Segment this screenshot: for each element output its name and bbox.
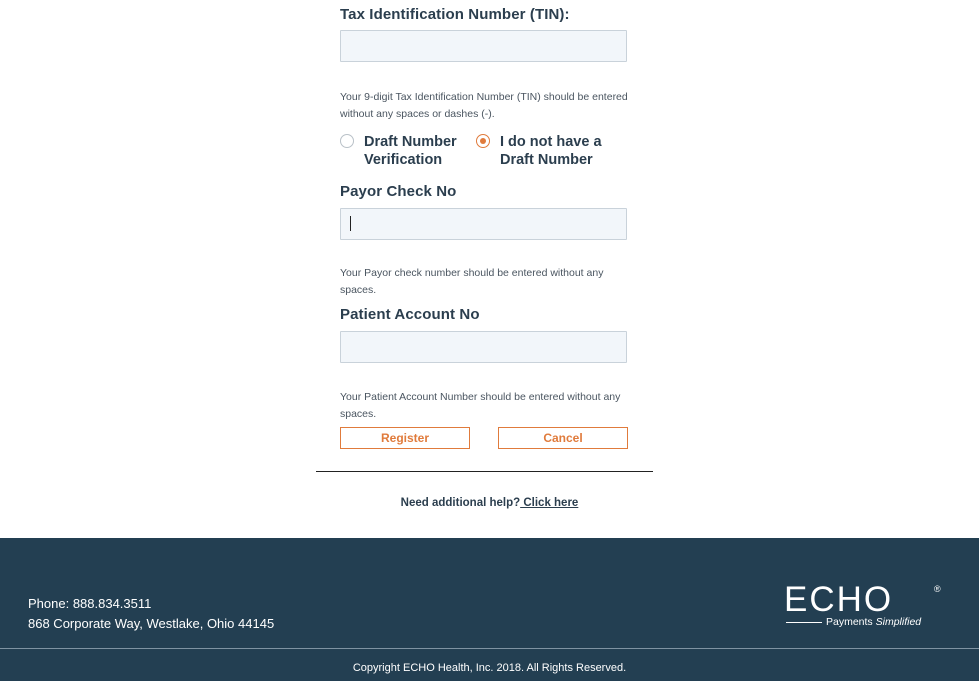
payor-check-input[interactable]	[340, 208, 627, 240]
patient-account-help-text: Your Patient Account Number should be entered without any spaces.	[340, 391, 621, 420]
footer-phone: Phone: 888.834.3511	[28, 596, 152, 611]
echo-logo	[784, 582, 944, 632]
help-line	[0, 497, 979, 509]
tin-help-text: Your 9-digit Tax Identification Number (TIN) should be entered without any spaces or dashes (-).	[340, 91, 628, 120]
footer-copyright: Copyright ECHO Health, Inc. 2018. All Rights Reserved.	[352, 662, 627, 674]
radio-label-no-draft-number: I do not have a Draft Number	[500, 134, 602, 168]
text-cursor	[350, 216, 351, 231]
footer-divider	[0, 648, 979, 649]
patient-account-label: Patient Account No	[340, 306, 480, 323]
cancel-button[interactable]: Cancel	[498, 427, 628, 449]
radio-button-unchecked[interactable]	[340, 134, 354, 148]
radio-draft-number-verification[interactable]	[340, 133, 470, 173]
footer-address: 868 Corporate Way, Westlake, Ohio 44145	[28, 616, 275, 631]
radio-label-draft-verification: Draft Number Verification	[364, 134, 457, 168]
tin-input[interactable]	[340, 30, 627, 62]
radio-button-checked[interactable]	[476, 134, 490, 148]
help-prefix: Need additional help?	[400, 497, 521, 509]
footer	[0, 538, 979, 681]
radio-no-draft-number[interactable]	[476, 133, 616, 173]
register-button[interactable]: Register	[340, 427, 470, 449]
section-divider	[316, 471, 653, 472]
payor-check-help-text: Your Payor check number should be entered without any spaces.	[340, 267, 604, 296]
help-link[interactable]: Click here	[520, 497, 579, 509]
logo-word: ECHO	[784, 580, 894, 619]
logo-underline	[786, 622, 822, 623]
logo-registered-mark: ®	[934, 584, 941, 594]
logo-tagline: Payments Simplified	[826, 616, 922, 628]
patient-account-input[interactable]	[340, 331, 627, 363]
payor-check-label: Payor Check No	[340, 183, 457, 200]
tin-label: Tax Identification Number (TIN):	[340, 6, 570, 23]
